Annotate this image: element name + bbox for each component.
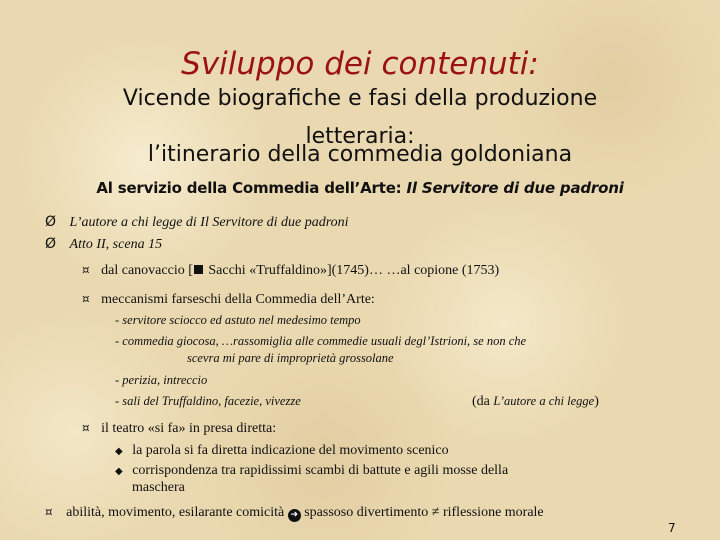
slide-subtitle-line2: letteraria: (305, 124, 415, 149)
canovaccio-text-post: Sacchi «Truffaldino»](1745)… …al copione (1753) (204, 263, 500, 278)
arrow-bullet-icon: Ø (45, 236, 57, 252)
diamond-bullet-icon: ◆ (115, 446, 123, 457)
arrow-bullet-icon: Ø (45, 214, 57, 230)
currency-bullet-icon: ¤ (45, 505, 53, 519)
slide-title: Sviluppo dei contenuti: (181, 46, 539, 82)
quote-line-3: scevra mi pare di improprietà grossolane (187, 351, 394, 365)
final-text-post: spassoso divertimento ≠ riflessione morale (300, 505, 544, 520)
final-item (45, 505, 544, 522)
teatro-text: il teatro «si fa» in presa diretta: (101, 421, 277, 436)
quote-line-1: - servitore sciocco ed astuto nel medesimo tempo (115, 313, 361, 327)
currency-bullet-icon: ¤ (82, 292, 90, 306)
teatro-item (82, 421, 276, 437)
slide-subtitle-line3: l’itinerario della commedia goldoniana (147, 142, 573, 167)
quote-line-5: - sali del Truffaldino, facezie, vivezze (115, 394, 301, 408)
source-open: (da (472, 394, 494, 409)
meccanismi-item (82, 292, 375, 308)
diamond-bullet-icon: ◆ (115, 466, 123, 477)
final-text-pre: abilità, movimento, esilarante comicità (66, 505, 288, 520)
bullet-1-text: L’autore a chi legge di Il Servitore di due padroni (69, 215, 349, 230)
source-close: ) (594, 394, 599, 409)
heading-work-title: Il Servitore di due padroni (406, 179, 624, 197)
quote-line-2: - commedia giocosa, …rassomiglia alle commedie usuali degl’Istrioni, se non che (115, 334, 527, 348)
bullet-2-text: Atto II, scena 15 (69, 237, 163, 252)
slide-subtitle-line1: Vicende biografiche e fasi della produzione (122, 86, 598, 111)
sub-bullet-2-text: corrispondenza tra rapidissimi scambi di battute e agili mosse della (132, 463, 509, 478)
currency-bullet-icon: ¤ (82, 421, 90, 435)
bullet-1 (45, 214, 349, 231)
quote-line-4: - perizia, intreccio (115, 373, 208, 387)
square-icon (194, 265, 203, 274)
canovaccio-item (82, 263, 499, 279)
sub-bullet-1 (115, 443, 449, 459)
currency-bullet-icon: ¤ (82, 263, 90, 277)
source-title: L’autore a chi legge (493, 394, 595, 408)
sub-bullet-2-continuation: maschera (132, 480, 185, 495)
meccanismi-text: meccanismi farseschi della Commedia dell’Arte: (101, 292, 375, 307)
heading-prefix: Al servizio della Commedia dell’Arte: (96, 179, 407, 197)
section-heading (0, 179, 720, 197)
page-number: 7 (668, 521, 676, 535)
circled-arrow-icon: ➜ (288, 509, 301, 522)
canovaccio-text-pre: dal canovaccio [ (101, 263, 193, 278)
source-citation (472, 394, 599, 410)
sub-bullet-1-text: la parola si fa diretta indicazione del movimento scenico (132, 443, 449, 458)
sub-bullet-2 (115, 463, 508, 479)
bullet-2 (45, 236, 162, 253)
